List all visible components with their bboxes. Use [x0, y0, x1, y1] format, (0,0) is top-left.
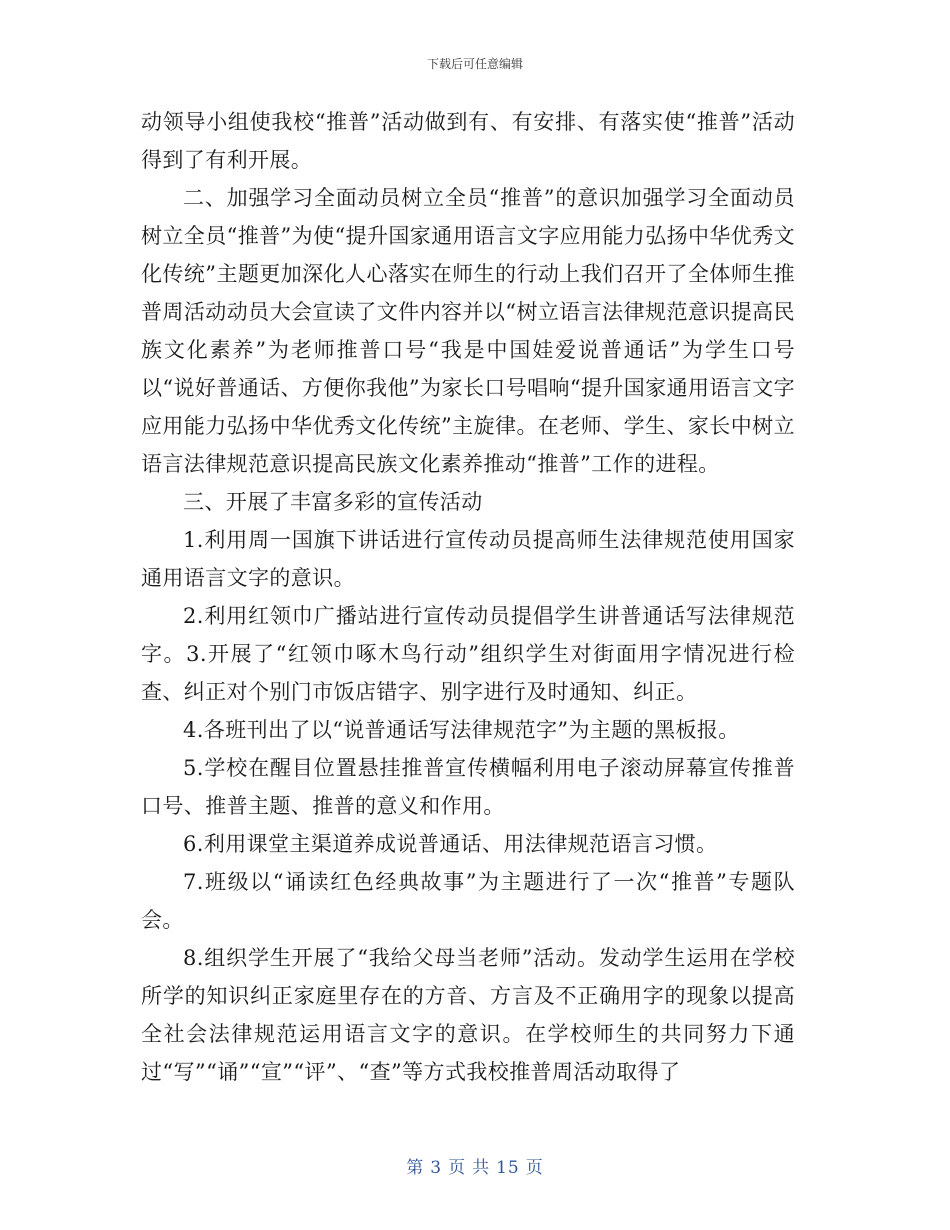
- footer-current-page: 3: [430, 1158, 443, 1178]
- paragraph-6: 4.各班刊出了以“说普通话写法律规范字”为主题的黑板报。: [183, 718, 740, 742]
- paragraph-1: 动领导小组使我校“推普”活动做到有、有安排、有落实使“推普”活动得到了有利开展。: [141, 110, 795, 172]
- footer-label-total: 共: [472, 1158, 491, 1178]
- paragraph-3: 三、开展了丰富多彩的宣传活动: [183, 490, 483, 514]
- paragraph-8: 6.利用课堂主渠道养成说普通话、用法律规范语言习惯。: [183, 832, 718, 856]
- document-body: [141, 103, 795, 1091]
- page-footer: [0, 1153, 950, 1178]
- paragraph-9: 7.班级以“诵读红色经典故事”为主题进行了一次“推普”专题队会。: [141, 870, 795, 932]
- footer-label-page: 第: [406, 1158, 425, 1178]
- paragraph-10: 8.组织学生开展了“我给父母当老师”活动。发动学生运用在学校所学的知识纠正家庭里存在的方音、方言及不正确用字的现象以提高全社会法律规范运用语言文字的意识。在学校师生的共同努力下通过“写”“诵”“宣”“评”、“查”等方式我校推普周活动取得了: [141, 946, 795, 1084]
- footer-label-unit-end: 页: [525, 1158, 544, 1178]
- paragraph-2: 二、加强学习全面动员树立全员“推普”的意识加强学习全面动员树立全员“推普”为使“提升国家通用语言文字应用能力弘扬中华优秀文化传统”主题更加深化人心落实在师生的行动上我们召开了全体师生推普周活动动员大会宣读了文件内容并以“树立语言法律规范意识提高民族文化素养”为老师推普口号“我是中国娃爱说普通话”为学生口号以“说好普通话、方便你我他”为家长口号唱响“提升国家通用语言文字应用能力弘扬中华优秀文化传统”主旋律。在老师、学生、家长中树立语言法律规范意识提高民族文化素养推动“推普”工作的进程。: [141, 186, 796, 476]
- paragraph-4: 1.利用周一国旗下讲话进行宣传动员提高师生法律规范使用国家通用语言文字的意识。: [141, 528, 795, 590]
- footer-total-pages: 15: [496, 1158, 520, 1178]
- paragraph-7: 5.学校在醒目位置悬挂推普宣传横幅利用电子滚动屏幕宣传推普口号、推普主题、推普的意义和作用。: [141, 756, 795, 818]
- page-header: 下载后可任意编辑: [426, 57, 523, 71]
- footer-label-unit: 页: [448, 1158, 467, 1178]
- paragraph-5: 2.利用红领巾广播站进行宣传动员提倡学生讲普通话写法律规范字。3.开展了“红领巾啄木鸟行动”组织学生对街面用字情况进行检查、纠正对个别门市饭店错字、别字进行及时通知、纠正。: [141, 604, 795, 704]
